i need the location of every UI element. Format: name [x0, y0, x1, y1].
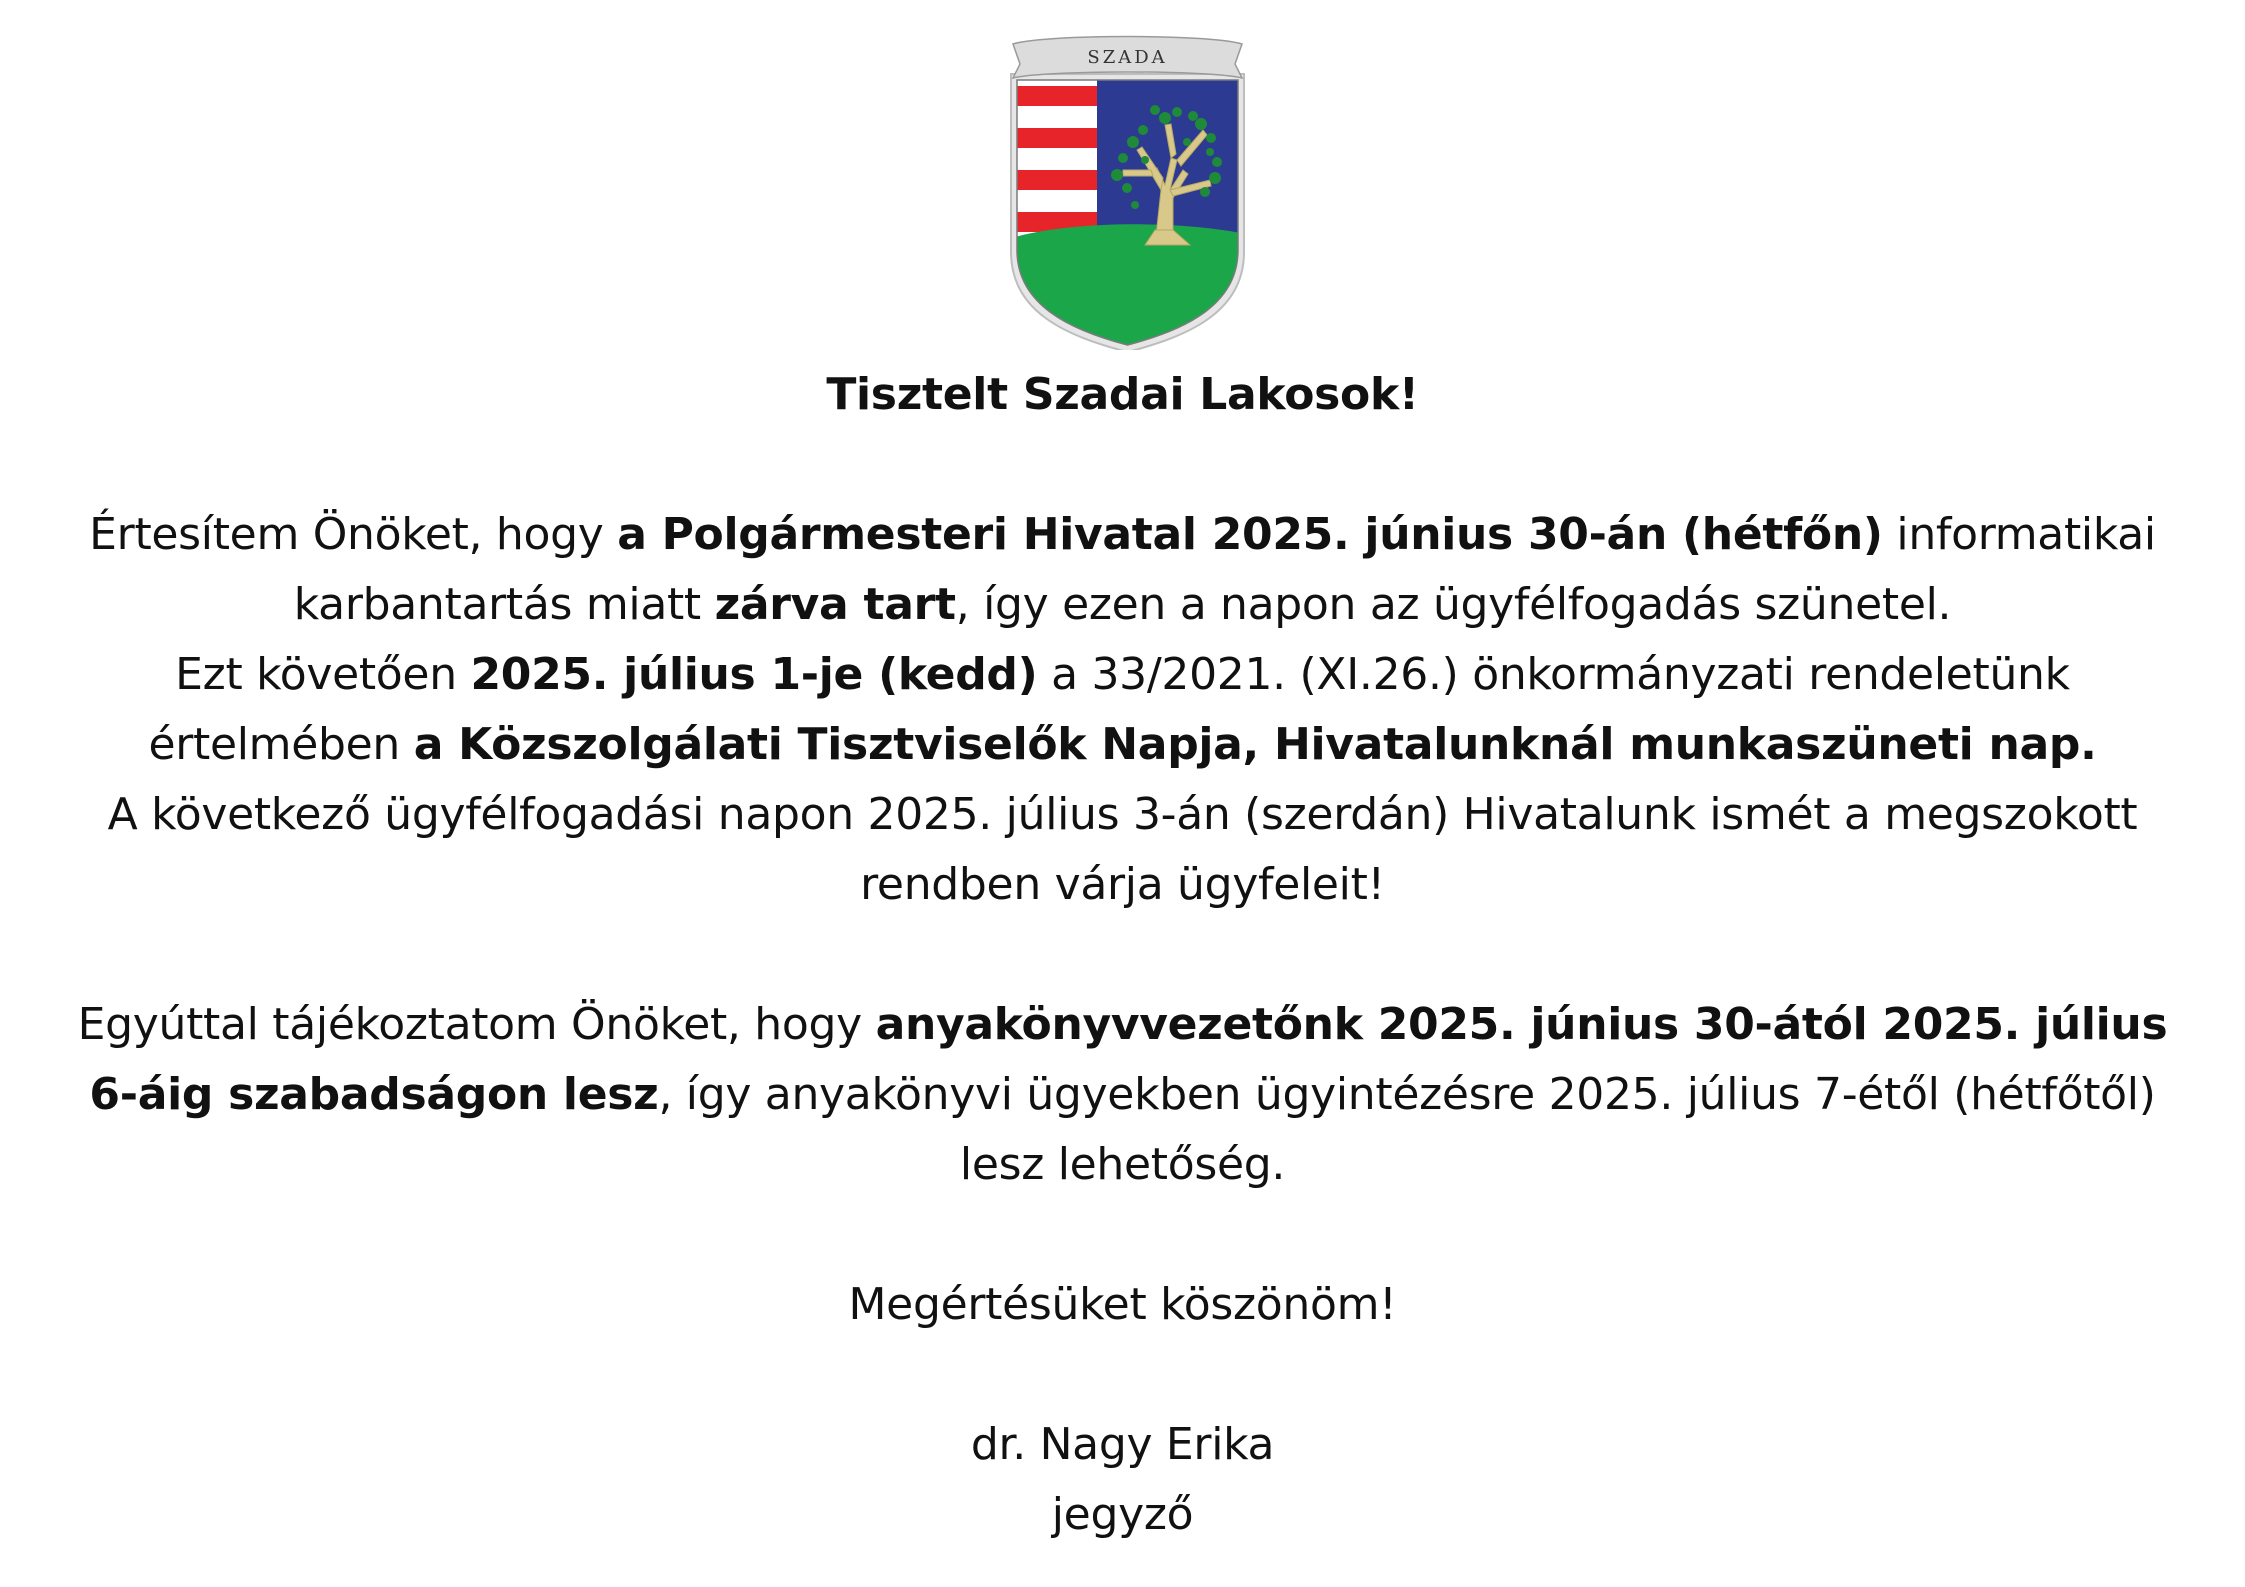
text-span: Értesítem Önöket, hogy [89, 509, 618, 560]
bold-span: zárva tart [714, 579, 956, 630]
text-span: informatikai karbantartás miatt [293, 509, 2156, 630]
thanks-line: Megértésüket köszönöm! [848, 1279, 1397, 1330]
paragraph-reopen: A következő ügyfélfogadási napon 2025. július 3-án (szerdán) Hivatalunk ismét a megszokott rendben várja ügyfeleit! [107, 789, 2138, 910]
szada-coat-of-arms [1005, 30, 1250, 350]
red-stripe [1017, 128, 1097, 148]
red-stripe [1017, 86, 1097, 106]
bold-span: a Közszolgálati Tisztviselők Napja, Hivatalunknál munkaszüneti nap. [413, 719, 2097, 770]
text-span: , így anyakönyvi ügyekben ügyintézésre 2025. július 7-étől (hétfőtől) lesz lehetőség. [658, 1069, 2156, 1190]
text-span: , így ezen a napon az ügyfélfogadás szünetel. [955, 579, 1952, 630]
paragraph-registrar [60, 990, 2185, 1200]
bold-span: anyakönyvvezetőnk 2025. június 30-ától 2025. július 6-áig szabadságon lesz [89, 999, 2168, 1120]
notice-text [60, 360, 2185, 1550]
paragraph-holiday [60, 640, 2185, 780]
banner-text: SZADA [1087, 47, 1168, 68]
text-span: a 33/2021. (XI.26.) önkormányzati rendeletünk értelmében [148, 649, 2070, 770]
green-mound [1005, 224, 1250, 350]
text-span: Egyúttal tájékoztatom Önöket, hogy [77, 999, 876, 1050]
red-stripe [1017, 170, 1097, 190]
signature-name: dr. Nagy Erika [970, 1419, 1275, 1470]
text-span: Ezt követően [175, 649, 471, 700]
bold-span: a Polgármesteri Hivatal 2025. június 30-án (hétfőn) [617, 509, 1883, 560]
paragraph-closure [60, 500, 2185, 640]
bold-span: 2025. július 1-je (kedd) [470, 649, 1038, 700]
notice-title: Tisztelt Szadai Lakosok! [826, 369, 1419, 420]
signature-title: jegyző [1051, 1489, 1194, 1540]
